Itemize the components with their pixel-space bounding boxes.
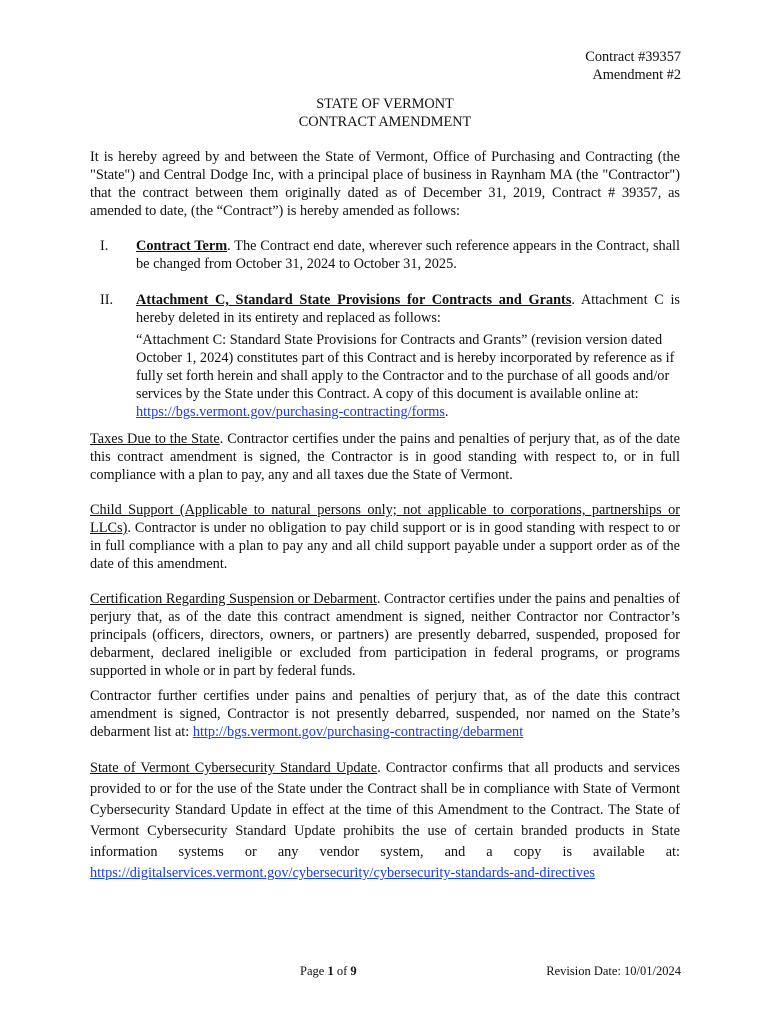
item-1-numeral: I. <box>100 238 109 254</box>
item-2-quote-text: “Attachment C: Standard State Provisions for Contracts and Grants” (revision version dated October 1, 2024) constitutes part of this Contract and is hereby incorporated by reference as if fully set forth herein and shall apply to the Contractor and to the purchase of all goods and/or services by the State under this Contract. A copy of this document is available online at: <box>136 332 675 402</box>
child-support-paragraph <box>90 501 680 573</box>
page-number: Page 1 of 9 <box>300 964 357 978</box>
child-support-heading: Child Support (Applicable to natural persons only; not applicable to corporations, partnerships or LLCs) <box>90 502 680 536</box>
item-1-text: . The Contract end date, wherever such reference appears in the Contract, shall be changed from October 31, 2024 to October 31, 2025. <box>136 238 680 272</box>
item-1-heading: Contract Term <box>136 238 228 254</box>
debarment-paragraph <box>90 590 680 680</box>
page-current: 1 <box>327 964 334 978</box>
title-state: STATE OF VERMONT <box>316 96 454 112</box>
cybersecurity-heading: State of Vermont Cybersecurity Standard Update <box>90 760 378 776</box>
debarment-further-paragraph <box>90 687 680 741</box>
title-contract-amendment: CONTRACT AMENDMENT <box>298 114 472 130</box>
attachment-c-forms-link[interactable]: https://bgs.vermont.gov/purchasing-contracting/forms <box>136 404 445 420</box>
child-support-text: . Contractor is under no obligation to pay child support or is in good standing with respect to or in full compliance with a plan to pay any and all child support payable under a support order as of the date of this amendment. <box>90 520 680 572</box>
taxes-text: . Contractor certifies under the pains and penalties of perjury that, as of the date this contract amendment is signed, the Contractor is in good standing with respect to, or in full compliance with a plan to pay, any and all taxes due the State of Vermont. <box>90 431 681 483</box>
item-1-contract-term <box>136 237 680 273</box>
debarment-list-link[interactable]: http://bgs.vermont.gov/purchasing-contracting/debarment <box>192 724 524 740</box>
amendment-number: Amendment #2 <box>592 67 681 83</box>
item-2-numeral: II. <box>100 292 114 308</box>
cybersecurity-text: . Contractor confirms that all products and services provided to or for the use of the State under the Contract shall be in compliance with State of Vermont Cybersecurity Standard Update in effect at the time of this Amendment to the Contract. The State of Vermont Cybersecurity Standard Update prohibits the use of certain branded products in State information systems or any vendor system, and a copy is available at: <box>90 760 680 860</box>
debarment-further-text: Contractor further certifies under pains and penalties of perjury that, as of the date this contract amendment is signed, Contractor is not presently debarred, suspended, nor named on the State’s debarment list at: <box>90 688 680 740</box>
cybersecurity-paragraph <box>90 758 680 884</box>
item-2-text: . Attachment C is hereby deleted in its entirety and replaced as follows: <box>136 292 680 326</box>
item-2-attachment-c <box>136 291 680 327</box>
item-2-quote <box>136 331 680 421</box>
debarment-text: . Contractor certifies under the pains and penalties of perjury that, as of the date this contract amendment is signed, neither Contractor nor Contractor’s principals (officers, directors, owners, or partners) are presently debarred, suspended, proposed for debarment, declared ineligible or excluded from participation in federal programs, or programs supported in whole or in part by federal funds. <box>90 591 680 679</box>
taxes-paragraph <box>90 430 680 484</box>
contract-number: Contract #39357 <box>585 49 681 65</box>
taxes-heading: Taxes Due to the State <box>90 431 220 447</box>
item-2-quote-end: . <box>444 404 449 420</box>
debarment-heading: Certification Regarding Suspension or Debarment <box>90 591 377 607</box>
revision-date: Revision Date: 10/01/2024 <box>546 964 681 978</box>
intro-paragraph: It is hereby agreed by and between the State of Vermont, Office of Purchasing and Contracting (the "State") and Central Dodge Inc, with a principal place of business in Raynham MA (the "Contractor") that the contract between them originally dated as of December 31, 2019, Contract # 39357, as amended to date, (the “Contract”) is hereby amended as follows: <box>90 149 680 219</box>
cybersecurity-standards-link[interactable]: https://digitalservices.vermont.gov/cybersecurity/cybersecurity-standards-and-directives <box>90 865 595 881</box>
item-2-heading: Attachment C, Standard State Provisions for Contracts and Grants <box>136 292 572 308</box>
page-total: 9 <box>350 964 357 978</box>
